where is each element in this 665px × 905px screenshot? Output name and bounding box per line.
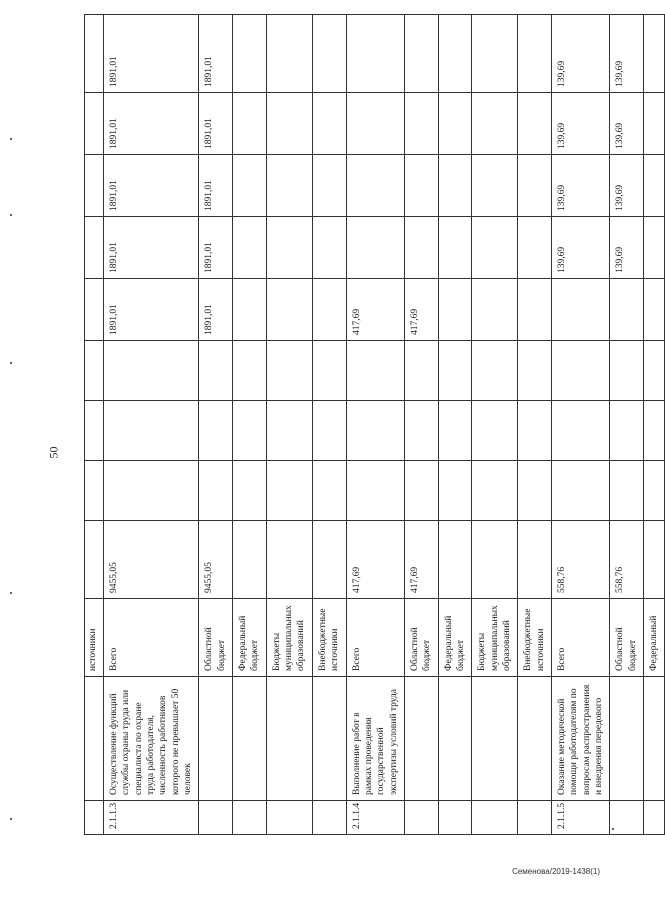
table-cell xyxy=(233,401,267,461)
table-cell xyxy=(438,15,472,93)
table-cell xyxy=(266,93,312,155)
table-cell xyxy=(551,461,609,521)
table-cell xyxy=(85,217,104,279)
table-row xyxy=(472,15,518,835)
table-cell xyxy=(233,341,267,401)
table-cell xyxy=(551,401,609,461)
margin-dot xyxy=(10,362,12,364)
table-cell xyxy=(644,15,665,93)
table-cell xyxy=(346,217,404,279)
margin-dot xyxy=(10,592,12,594)
table-cell xyxy=(644,677,665,801)
table-cell xyxy=(518,521,552,599)
table-cell xyxy=(518,461,552,521)
table-cell xyxy=(438,801,472,835)
table-cell xyxy=(644,279,665,341)
table-cell xyxy=(266,15,312,93)
table-row xyxy=(104,15,199,835)
table-cell xyxy=(404,461,438,521)
table-cell xyxy=(199,341,233,401)
table-cell xyxy=(199,401,233,461)
table-cell xyxy=(404,93,438,155)
table-cell: источники xyxy=(85,599,104,677)
table-cell xyxy=(312,461,346,521)
table-cell xyxy=(104,461,199,521)
table-cell: Бюджеты муниципальных образований xyxy=(266,599,312,677)
table-cell: Всего xyxy=(104,599,199,677)
table-cell xyxy=(312,341,346,401)
table-cell: Всего xyxy=(346,599,404,677)
table-cell xyxy=(266,801,312,835)
margin-dot xyxy=(10,138,12,140)
table-cell: Федеральный xyxy=(644,599,665,677)
table-row xyxy=(404,15,438,835)
table-cell xyxy=(518,341,552,401)
table-cell xyxy=(472,341,518,401)
table-cell xyxy=(312,401,346,461)
table-cell: 139,69 xyxy=(610,155,644,217)
table-cell xyxy=(472,677,518,801)
table-cell: 1891,01 xyxy=(104,279,199,341)
table-cell xyxy=(233,279,267,341)
table-cell xyxy=(518,677,552,801)
table-cell xyxy=(346,155,404,217)
table-cell xyxy=(85,93,104,155)
table-cell xyxy=(404,401,438,461)
table-cell xyxy=(266,521,312,599)
table-cell xyxy=(644,801,665,835)
table-cell xyxy=(233,93,267,155)
table-cell xyxy=(518,15,552,93)
table-cell xyxy=(472,155,518,217)
table-cell xyxy=(312,15,346,93)
table-cell xyxy=(438,677,472,801)
table-cell xyxy=(266,461,312,521)
table-cell xyxy=(312,677,346,801)
table-row xyxy=(346,15,404,835)
table-cell: 1891,01 xyxy=(199,93,233,155)
table-cell xyxy=(85,15,104,93)
table-cell xyxy=(233,677,267,801)
table-cell xyxy=(312,155,346,217)
table-cell xyxy=(85,677,104,801)
table-row xyxy=(551,15,609,835)
table-cell xyxy=(266,217,312,279)
table-row xyxy=(233,15,267,835)
table-cell: 2.1.1.5 xyxy=(551,801,609,835)
table-cell: 139,69 xyxy=(610,217,644,279)
table-cell: 139,69 xyxy=(551,155,609,217)
table-cell: 139,69 xyxy=(551,15,609,93)
table-cell xyxy=(266,401,312,461)
table-cell xyxy=(346,401,404,461)
header-row xyxy=(85,15,104,835)
table-cell xyxy=(199,801,233,835)
table-cell xyxy=(346,15,404,93)
table-cell xyxy=(472,93,518,155)
table-cell: Оказание методической помощи работодателям по вопросам распространения и внедрения передового xyxy=(551,677,609,801)
table-cell xyxy=(266,677,312,801)
table-cell xyxy=(644,93,665,155)
table-cell xyxy=(404,15,438,93)
table-cell xyxy=(233,15,267,93)
table-cell: Бюджеты муниципальных образований xyxy=(472,599,518,677)
table-row xyxy=(644,15,665,835)
table-cell: Областной бюджет xyxy=(404,599,438,677)
table-cell: 558,76 xyxy=(610,521,644,599)
table-cell xyxy=(551,279,609,341)
table-cell xyxy=(312,521,346,599)
table-cell xyxy=(438,155,472,217)
table-cell xyxy=(518,801,552,835)
table-cell xyxy=(518,279,552,341)
table-cell xyxy=(404,677,438,801)
table-cell: 417,69 xyxy=(346,521,404,599)
table-cell: 139,69 xyxy=(551,217,609,279)
table-cell xyxy=(644,401,665,461)
table-cell xyxy=(85,401,104,461)
table-cell: Внебюджетные источники xyxy=(312,599,346,677)
table-cell xyxy=(104,401,199,461)
table-cell xyxy=(85,155,104,217)
table-row xyxy=(518,15,552,835)
table-cell xyxy=(233,461,267,521)
table-cell xyxy=(518,401,552,461)
table-row xyxy=(199,15,233,835)
table-cell: Внебюджетные источники xyxy=(518,599,552,677)
table-cell xyxy=(85,341,104,401)
table-cell: Областной бюджет xyxy=(610,599,644,677)
table-row xyxy=(438,15,472,835)
table-cell xyxy=(346,461,404,521)
table-cell: 2.1.1.4 xyxy=(346,801,404,835)
table-cell xyxy=(644,521,665,599)
table-cell xyxy=(438,461,472,521)
table-cell xyxy=(644,461,665,521)
table-cell xyxy=(610,341,644,401)
table-cell: 417,69 xyxy=(404,279,438,341)
table-cell xyxy=(472,279,518,341)
table-cell xyxy=(438,401,472,461)
table-cell xyxy=(233,801,267,835)
table-cell xyxy=(233,155,267,217)
table-cell: Всего xyxy=(551,599,609,677)
table-cell xyxy=(85,461,104,521)
table-cell xyxy=(404,801,438,835)
table-cell xyxy=(438,93,472,155)
table-cell xyxy=(266,341,312,401)
document-footer: Семенова/2019-1438(1) xyxy=(512,867,600,876)
table-cell xyxy=(472,401,518,461)
table-cell: Выполнение работ в рамках проведения государственной экспертизы условий труда xyxy=(346,677,404,801)
table-cell: 1891,01 xyxy=(104,217,199,279)
table-cell xyxy=(438,341,472,401)
table-cell xyxy=(472,217,518,279)
budget-table-rotated xyxy=(84,15,660,835)
table-cell xyxy=(438,279,472,341)
table-cell xyxy=(85,801,104,835)
margin-dot xyxy=(10,818,12,820)
table-cell: 1891,01 xyxy=(104,155,199,217)
table-cell xyxy=(233,521,267,599)
table-cell xyxy=(438,521,472,599)
table-cell xyxy=(610,801,644,835)
margin-dot xyxy=(10,214,12,216)
table-cell xyxy=(346,341,404,401)
table-cell xyxy=(551,341,609,401)
budget-table xyxy=(84,14,665,835)
table-cell: 1891,01 xyxy=(199,155,233,217)
table-cell xyxy=(610,401,644,461)
table-cell xyxy=(199,677,233,801)
table-cell: 2.1.1.3 xyxy=(104,801,199,835)
table-cell xyxy=(404,155,438,217)
table-cell: 558,76 xyxy=(551,521,609,599)
table-cell xyxy=(518,217,552,279)
table-row xyxy=(266,15,312,835)
table-cell xyxy=(644,155,665,217)
table-cell xyxy=(518,155,552,217)
table-cell xyxy=(472,461,518,521)
table-cell: 417,69 xyxy=(404,521,438,599)
table-cell xyxy=(266,279,312,341)
table-cell: 1891,01 xyxy=(199,15,233,93)
table-cell xyxy=(85,521,104,599)
table-cell xyxy=(610,677,644,801)
table-cell xyxy=(644,217,665,279)
table-row xyxy=(312,15,346,835)
table-cell xyxy=(233,217,267,279)
table-cell xyxy=(199,461,233,521)
table-cell xyxy=(312,93,346,155)
table-cell xyxy=(472,15,518,93)
table-cell xyxy=(610,279,644,341)
table-cell: 139,69 xyxy=(610,15,644,93)
table-cell xyxy=(610,461,644,521)
table-cell xyxy=(438,217,472,279)
table-cell: Областной бюджет xyxy=(199,599,233,677)
page-number: 50 xyxy=(46,446,61,459)
table-cell: 139,69 xyxy=(551,93,609,155)
table-cell: 1891,01 xyxy=(104,15,199,93)
table-cell: 139,69 xyxy=(610,93,644,155)
table-cell xyxy=(472,521,518,599)
table-cell xyxy=(266,155,312,217)
table-cell xyxy=(312,279,346,341)
table-cell xyxy=(404,217,438,279)
table-cell xyxy=(472,801,518,835)
table-cell: Федеральный бюджет xyxy=(438,599,472,677)
table-cell xyxy=(404,341,438,401)
table-cell: Федеральный бюджет xyxy=(233,599,267,677)
table-row xyxy=(610,15,644,835)
table-cell: Осуществление функций службы охраны труда или специалиста по охране труда работодателя, численность работников которого не превышает 50 человек xyxy=(104,677,199,801)
table-cell: 1891,01 xyxy=(104,93,199,155)
table-cell xyxy=(346,93,404,155)
table-cell xyxy=(518,93,552,155)
table-cell: 1891,01 xyxy=(199,217,233,279)
table-cell xyxy=(644,341,665,401)
table-cell xyxy=(312,801,346,835)
table-cell: 9455,05 xyxy=(199,521,233,599)
table-cell: 1891,01 xyxy=(199,279,233,341)
table-cell xyxy=(312,217,346,279)
table-cell: 417,69 xyxy=(346,279,404,341)
table-cell: 9455,05 xyxy=(104,521,199,599)
table-cell xyxy=(85,279,104,341)
table-cell xyxy=(104,341,199,401)
